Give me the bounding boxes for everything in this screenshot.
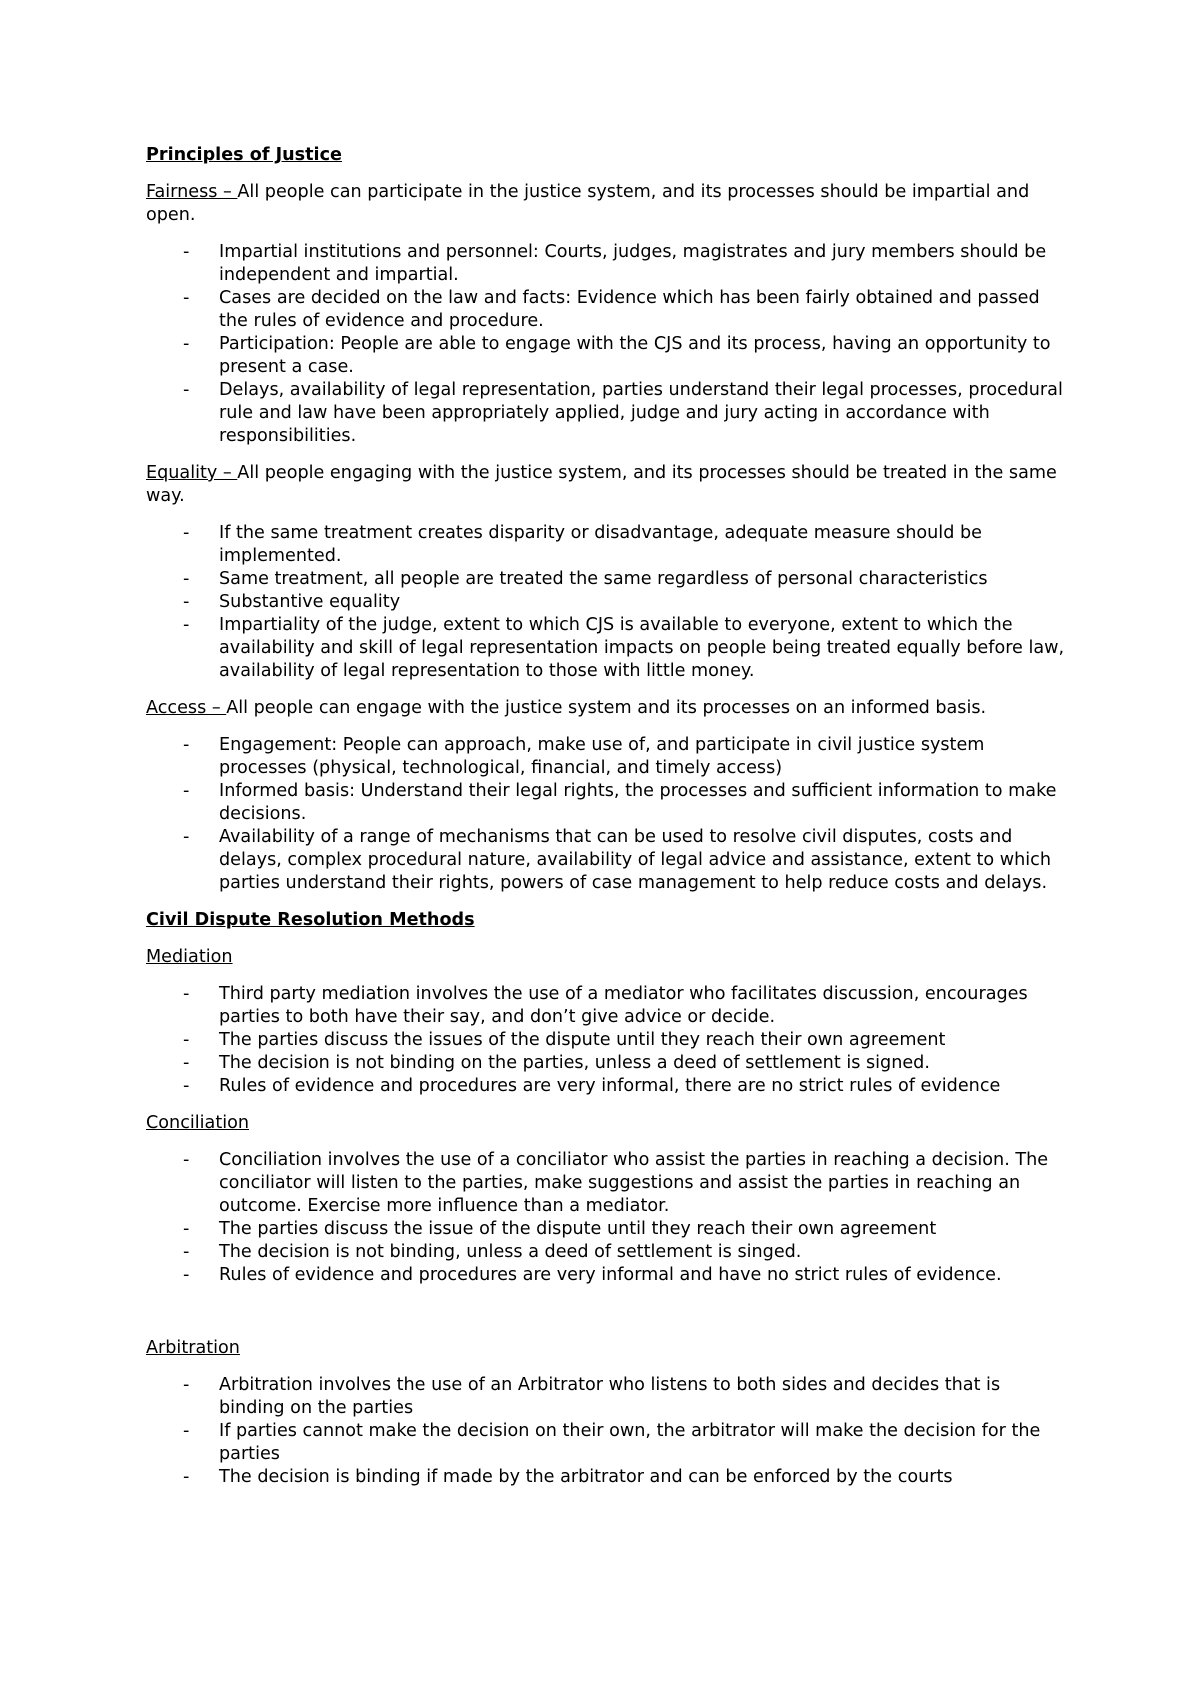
principles-heading: Principles of Justice [146,145,342,165]
equality-text: All people engaging with the justice system, and its processes should be treated in the same way. [146,463,1057,506]
equality-term: Equality – [146,463,238,483]
conciliation-heading: Conciliation [146,1113,250,1133]
list-item: - The parties discuss the issue of the dispute until they reach their own agreement [146,1218,1066,1241]
fairness-term: Fairness – [146,182,238,202]
access-intro [146,697,1066,720]
methods-heading: Civil Dispute Resolution Methods [146,910,475,930]
fairness-text: All people can participate in the justice system, and its processes should be impartial and open. [146,182,1030,225]
list-item: - The decision is not binding on the parties, unless a deed of settlement is signed. [146,1052,1066,1075]
list-item: - Rules of evidence and procedures are very informal and have no strict rules of evidence. [146,1264,1066,1287]
list-item: - Participation: People are able to engage with the CJS and its process, having an opportunity to present a case. [146,333,1066,379]
list-item: - Same treatment, all people are treated the same regardless of personal characteristics [146,568,1066,591]
conciliation-list [146,1149,1066,1287]
fairness-list [146,241,1066,448]
list-item: - Substantive equality [146,591,1066,614]
list-item: - Availability of a range of mechanisms that can be used to resolve civil disputes, costs and delays, complex procedural nature, availability of legal advice and assistance, extent to which parties understand their rights, powers of case management to help reduce costs and delays. [146,826,1066,895]
list-item: - Arbitration involves the use of an Arbitrator who listens to both sides and decides that is binding on the parties [146,1374,1066,1420]
arbitration-heading: Arbitration [146,1338,240,1358]
document-page [146,144,1066,1503]
access-term: Access – [146,698,227,718]
list-item: - Cases are decided on the law and facts: Evidence which has been fairly obtained and passed the rules of evidence and procedure. [146,287,1066,333]
equality-list [146,522,1066,683]
access-text: All people can engage with the justice system and its processes on an informed basis. [226,698,987,718]
list-item: - Third party mediation involves the use of a mediator who facilitates discussion, encourages parties to both have their say, and don’t give advice or decide. [146,983,1066,1029]
list-item: - Informed basis: Understand their legal rights, the processes and sufficient information to make decisions. [146,780,1066,826]
list-item: - Impartial institutions and personnel: Courts, judges, magistrates and jury members should be independent and impartial. [146,241,1066,287]
list-item: - Impartiality of the judge, extent to which CJS is available to everyone, extent to which the availability and skill of legal representation impacts on people being treated equally before law, availability of legal representation to those with little money. [146,614,1066,683]
list-item: - The decision is not binding, unless a deed of settlement is singed. [146,1241,1066,1264]
fairness-intro [146,181,1066,227]
equality-intro [146,462,1066,508]
list-item: - The parties discuss the issues of the dispute until they reach their own agreement [146,1029,1066,1052]
arbitration-list [146,1374,1066,1489]
list-item: - If the same treatment creates disparity or disadvantage, adequate measure should be implemented. [146,522,1066,568]
access-list [146,734,1066,895]
list-item: - Rules of evidence and procedures are very informal, there are no strict rules of evidence [146,1075,1066,1098]
list-item: - The decision is binding if made by the arbitrator and can be enforced by the courts [146,1466,1066,1489]
mediation-heading: Mediation [146,947,233,967]
list-item: - Engagement: People can approach, make use of, and participate in civil justice system processes (physical, technological, financial, and timely access) [146,734,1066,780]
mediation-list [146,983,1066,1098]
list-item: - Delays, availability of legal representation, parties understand their legal processes, procedural rule and law have been appropriately applied, judge and jury acting in accordance with responsibilities. [146,379,1066,448]
list-item: - Conciliation involves the use of a conciliator who assist the parties in reaching a decision. The conciliator will listen to the parties, make suggestions and assist the parties in reaching an outcome. Exercise more influence than a mediator. [146,1149,1066,1218]
list-item: - If parties cannot make the decision on their own, the arbitrator will make the decision for the parties [146,1420,1066,1466]
